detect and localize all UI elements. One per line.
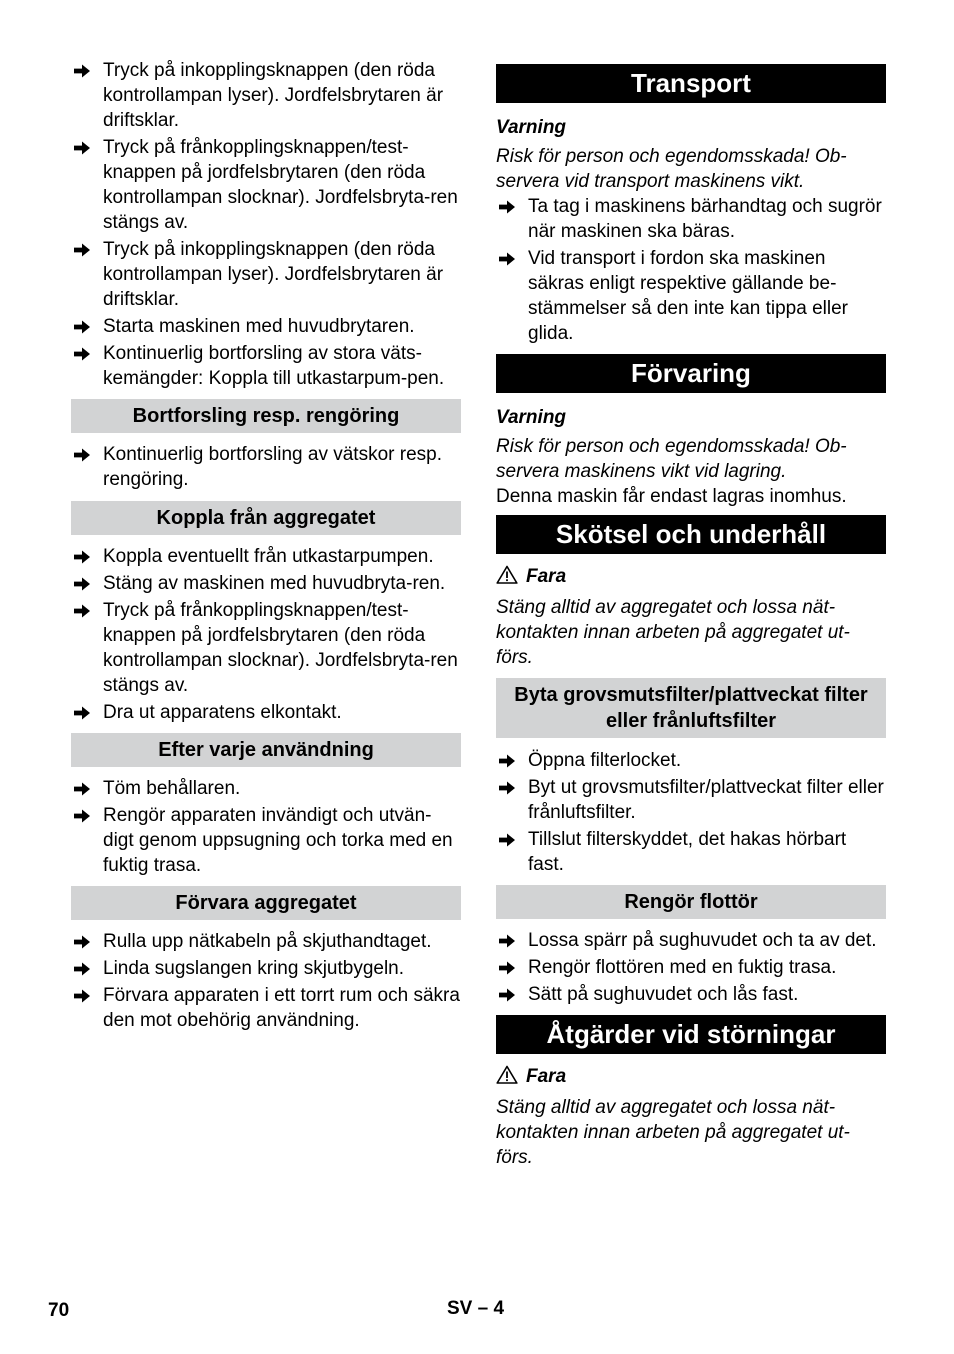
list-item-text: Kontinuerlig bortforsling av stora väts-kemängder: Koppla till utkastarpum-pen.	[103, 343, 445, 389]
heading-bortforsling: Bortforsling resp. rengöring	[71, 399, 461, 433]
list-item	[71, 598, 461, 698]
list-item	[71, 314, 461, 339]
list-item	[496, 827, 886, 877]
list-item	[496, 955, 886, 980]
heading-efter-anvandning: Efter varje användning	[71, 733, 461, 767]
atgarder-danger-text: Stäng alltid av aggregatet och lossa nät-kontakten innan arbeten på aggregatet ut-förs.	[496, 1097, 850, 1168]
transport-list	[496, 194, 886, 346]
arrow-right-icon	[498, 748, 518, 773]
atgarder-danger-title: Fara	[526, 1066, 567, 1087]
right-column	[496, 58, 886, 1170]
transport-warning-text: Risk för person och egendomsskada! Ob-servera vid transport maskinens vikt.	[496, 146, 847, 192]
arrow-right-icon	[73, 314, 93, 339]
efter-anvandning-list	[71, 776, 461, 878]
arrow-right-icon	[498, 955, 518, 980]
list-item-text: Sätt på sughuvudet och lås fast.	[528, 984, 799, 1005]
list-item	[71, 700, 461, 725]
list-item-text: Dra ut apparatens elkontakt.	[103, 702, 342, 723]
arrow-right-icon	[73, 58, 93, 83]
list-item-text: Byt ut grovsmutsfilter/plattveckat filter eller frånluftsfilter.	[528, 777, 884, 823]
list-item	[496, 194, 886, 244]
list-item	[71, 956, 461, 981]
list-item-text: Vid transport i fordon ska maskinen säkras enligt respektive gällande be-stämmelser så den inte kan tippa eller glida.	[528, 248, 848, 344]
list-item-text: Lossa spärr på sughuvudet och ta av det.	[528, 930, 877, 951]
list-item	[496, 246, 886, 346]
list-item-text: Tryck på inkopplingsknappen (den röda kontrollampan lyser). Jordfelsbrytaren är driftsklar.	[103, 60, 444, 131]
arrow-right-icon	[73, 983, 93, 1008]
arrow-right-icon	[73, 776, 93, 801]
warning-triangle-icon	[496, 1065, 518, 1091]
arrow-right-icon	[73, 598, 93, 623]
list-item	[496, 928, 886, 953]
list-item	[71, 776, 461, 801]
list-item-text: Tryck på frånkopplingsknappen/test-knappen på jordfelsbrytaren (den röda kontrollampan slocknar). Jordfelsbryta-ren stängs av.	[103, 600, 458, 696]
list-item-text: Rulla upp nätkabeln på skjuthandtaget.	[103, 931, 432, 952]
skotsel-danger-title: Fara	[526, 566, 567, 587]
list-item-text: Starta maskinen med huvudbrytaren.	[103, 316, 415, 337]
forvaring-text: Denna maskin får endast lagras inomhus.	[496, 486, 847, 507]
transport-warning-title: Varning	[496, 117, 567, 138]
list-item	[71, 571, 461, 596]
arrow-right-icon	[73, 956, 93, 981]
list-item	[71, 341, 461, 391]
arrow-right-icon	[498, 827, 518, 852]
list-item	[71, 544, 461, 569]
list-item-text: Öppna filterlocket.	[528, 750, 682, 771]
heading-skotsel: Skötsel och underhåll	[496, 515, 886, 554]
list-item-text: Linda sugslangen kring skjutbygeln.	[103, 958, 405, 979]
arrow-right-icon	[73, 803, 93, 828]
heading-forvaring: Förvaring	[496, 354, 886, 393]
rengor-flottor-list	[496, 928, 886, 1007]
atgarder-danger-row	[496, 1064, 886, 1091]
arrow-right-icon	[73, 442, 93, 467]
skotsel-danger-text: Stäng alltid av aggregatet och lossa nät-kontakten innan arbeten på aggregatet ut-förs.	[496, 597, 850, 668]
list-item-text: Kontinuerlig bortforsling av vätskor resp. rengöring.	[103, 444, 442, 490]
arrow-right-icon	[73, 237, 93, 262]
arrow-right-icon	[73, 571, 93, 596]
forvara-aggregatet-list	[71, 929, 461, 1033]
list-item	[496, 748, 886, 773]
forvaring-warning-text: Risk för person och egendomsskada! Ob-servera maskinens vikt vid lagring.	[496, 436, 847, 482]
list-item-text: Töm behållaren.	[103, 778, 241, 799]
arrow-right-icon	[498, 194, 518, 219]
heading-byta-filter: Byta grovsmutsfilter/plattveckat filter eller frånluftsfilter	[496, 678, 886, 738]
list-item-text: Tryck på inkopplingsknappen (den röda kontrollampan lyser). Jordfelsbrytaren är driftsklar.	[103, 239, 444, 310]
list-item	[71, 803, 461, 878]
heading-rengor-flottor: Rengör flottör	[496, 885, 886, 919]
list-item	[496, 982, 886, 1007]
arrow-right-icon	[498, 982, 518, 1007]
skotsel-danger-row	[496, 564, 886, 591]
byta-filter-list	[496, 748, 886, 877]
arrow-right-icon	[73, 135, 93, 160]
list-item	[71, 135, 461, 235]
language-page-label: SV – 4	[447, 1298, 505, 1319]
arrow-right-icon	[73, 700, 93, 725]
list-item	[71, 929, 461, 954]
arrow-right-icon	[73, 544, 93, 569]
list-item	[71, 237, 461, 312]
intro-list	[71, 58, 461, 391]
left-column	[71, 58, 461, 1035]
page-number: 70	[48, 1300, 70, 1321]
heading-transport: Transport	[496, 64, 886, 103]
list-item-text: Stäng av maskinen med huvudbryta-ren.	[103, 573, 446, 594]
warning-triangle-icon	[496, 565, 518, 591]
forvaring-warning-title: Varning	[496, 407, 567, 428]
list-item-text: Koppla eventuellt från utkastarpumpen.	[103, 546, 434, 567]
list-item	[71, 58, 461, 133]
list-item	[71, 442, 461, 492]
list-item-text: Tryck på frånkopplingsknappen/test-knappen på jordfelsbrytaren (den röda kontrollampan slocknar). Jordfelsbryta-ren stängs av.	[103, 137, 458, 233]
koppla-fran-list	[71, 544, 461, 725]
bortforsling-list	[71, 442, 461, 492]
heading-koppla-fran: Koppla från aggregatet	[71, 501, 461, 535]
arrow-right-icon	[498, 246, 518, 271]
arrow-right-icon	[73, 929, 93, 954]
arrow-right-icon	[498, 928, 518, 953]
arrow-right-icon	[498, 775, 518, 800]
list-item-text: Ta tag i maskinens bärhandtag och sugrör när maskinen ska bäras.	[528, 196, 882, 242]
heading-forvara-aggregatet: Förvara aggregatet	[71, 886, 461, 920]
list-item-text: Rengör flottören med en fuktig trasa.	[528, 957, 837, 978]
list-item-text: Tillslut filterskyddet, det hakas hörbart fast.	[528, 829, 847, 875]
heading-atgarder: Åtgärder vid störningar	[496, 1015, 886, 1054]
list-item-text: Rengör apparaten invändigt och utvän-digt genom uppsugning och torka med en fuktig trasa.	[103, 805, 453, 876]
list-item	[496, 775, 886, 825]
list-item	[71, 983, 461, 1033]
list-item-text: Förvara apparaten i ett torrt rum och säkra den mot obehörig användning.	[103, 985, 460, 1031]
arrow-right-icon	[73, 341, 93, 366]
